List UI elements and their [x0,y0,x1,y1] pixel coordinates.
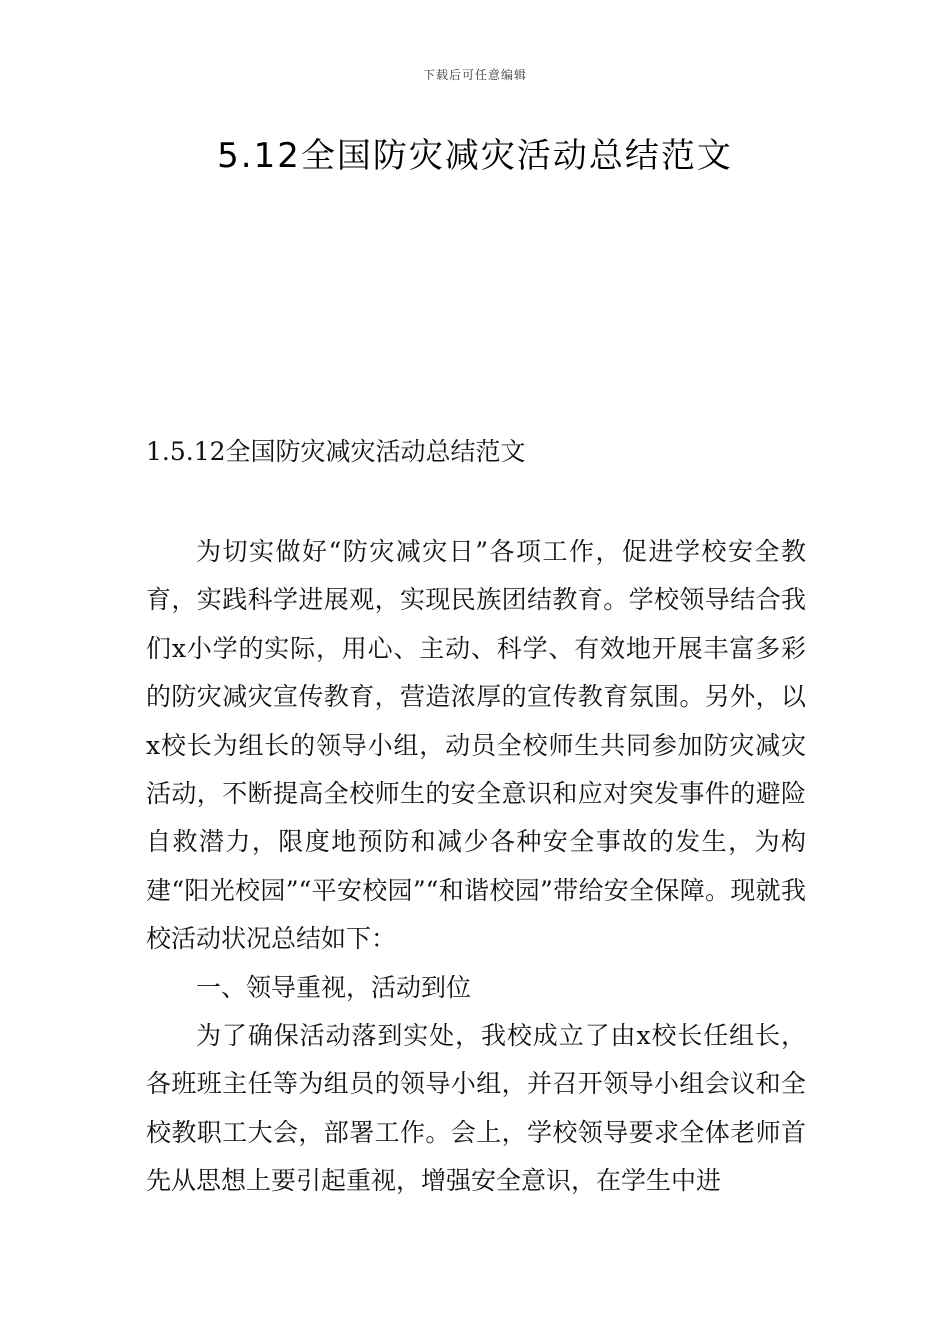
paragraph-section-1: 为了确保活动落到实处，我校成立了由x校长任组长，各班班主任等为组员的领导小组，并召开领导小组会议和全校教职工大会，部署工作。会上，学校领导要求全体老师首先从思想上要引起重视，增强安全意识，在学生中进 [146,1021,806,1196]
item-heading: 1.5.12全国防灾减灾活动总结范文 [146,437,526,466]
document-title: 5.12全国防灾减灾活动总结范文 [217,136,733,176]
body-text [146,528,806,1206]
header-note: 下载后可任意编辑 [422,68,527,82]
paragraph-intro: 为切实做好“防灾减灾日”各项工作，促进学校安全教育，实践科学进展观，实现民族团结教育。学校领导结合我们x小学的实际，用心、主动、科学、有效地开展丰富多彩的防灾减灾宣传教育，营造浓厚的宣传教育氛围。另外，以x校长为组长的领导小组，动员全校师生共同参加防灾减灾活动，不断提高全校师生的安全意识和应对突发事件的避险自救潜力，限度地预防和减少各种安全事故的发生，为构建“阳光校园”“平安校园”“和谐校园”带给安全保障。现就我校活动状况总结如下： [146,537,806,954]
section-heading: 一、领导重视，活动到位 [196,972,472,1002]
